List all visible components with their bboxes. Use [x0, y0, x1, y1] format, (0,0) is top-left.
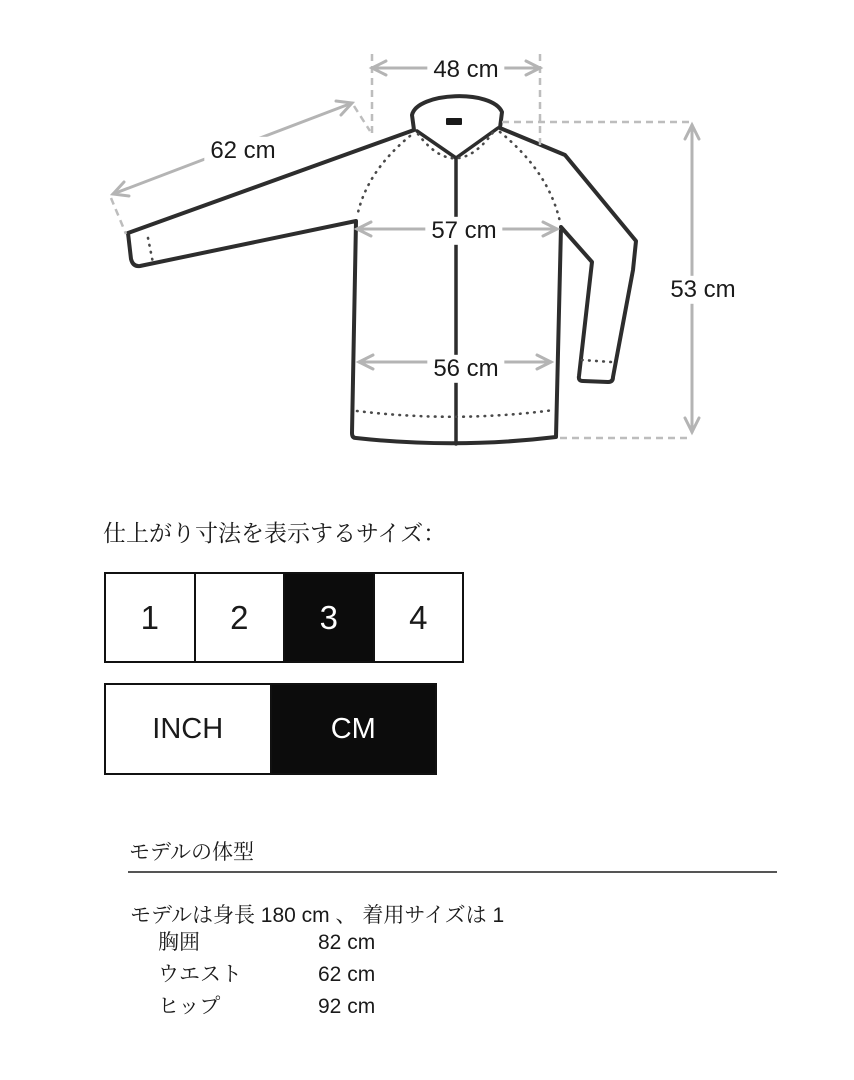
dimension-label-shoulder-width: 48 cm — [427, 56, 504, 84]
garment-measurement-diagram — [0, 0, 854, 470]
zipper-pull — [446, 118, 462, 125]
model-description: モデルは身長 180 cm 、 着用サイズは 1 — [130, 904, 505, 927]
model-measurement-value: 82 cm — [318, 931, 376, 954]
model-measurement-label: 胸囲 — [158, 931, 200, 954]
dimension-label-chest-width: 57 cm — [425, 217, 502, 245]
model-section-divider — [128, 871, 777, 873]
unit-selector — [104, 683, 437, 775]
model-measurement-label: ウエスト — [158, 963, 242, 986]
model-section-heading: モデルの体型 — [129, 841, 254, 864]
model-measurement-value: 62 cm — [318, 963, 376, 986]
dimension-label-body-length: 53 cm — [664, 276, 741, 304]
dimension-label-sleeve-length: 62 cm — [204, 137, 281, 165]
size-option-4[interactable]: 4 — [373, 574, 463, 661]
unit-option-cm[interactable]: CM — [270, 685, 436, 773]
model-measurement-label: ヒップ — [158, 995, 221, 1018]
unit-option-inch[interactable]: INCH — [152, 712, 224, 745]
model-measurements-table — [158, 932, 375, 1018]
size-section-caption: 仕上がり寸法を表示するサイズ： — [103, 520, 447, 546]
model-measurement-value: 92 cm — [318, 995, 376, 1018]
size-option-2[interactable]: 2 — [194, 574, 284, 661]
size-selector — [104, 572, 464, 663]
size-option-1[interactable]: 1 — [140, 598, 159, 636]
dimension-label-hem-width: 56 cm — [427, 355, 504, 383]
size-option-3[interactable]: 3 — [283, 574, 373, 661]
